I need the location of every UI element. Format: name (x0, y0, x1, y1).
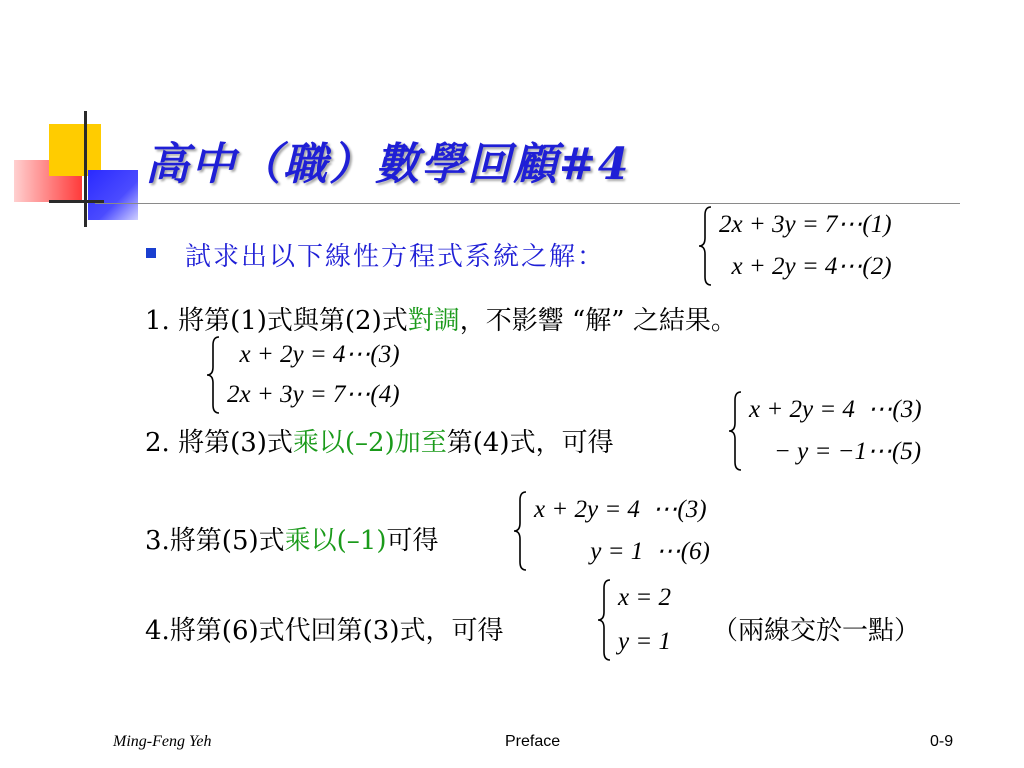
step-1-text: 1. 將第(1)式與第(2)式 (145, 306, 408, 336)
decor-blue-square (88, 170, 138, 220)
step-1-highlight: 對調 (407, 306, 460, 336)
equation-6: y = 1 ⋯(6) (534, 538, 710, 565)
step-2-text: 2. 將第(3)式 (145, 428, 293, 458)
equation-system-eliminated (727, 390, 922, 472)
step-3-rest: 可得 (386, 526, 439, 556)
title-underline (95, 203, 960, 204)
equation-5: − y = −1⋯(5) (749, 438, 922, 465)
equation-2: x + 2y = 4⋯(2) (719, 253, 892, 280)
equation-1: 2x + 3y = 7⋯(1) (719, 211, 892, 238)
step-4-text: 4.將第(6)式代回第(3)式，可得 (145, 616, 504, 646)
equation-3: x + 2y = 4 ⋯(3) (534, 496, 707, 523)
footer-author: Ming-Feng Yeh (113, 733, 212, 750)
equation-system-original (697, 205, 892, 287)
footer-page-number: 0-9 (930, 733, 954, 750)
decor-vertical-line (84, 111, 87, 227)
step-1-rest: ，不影響 “解” 之結果。 (459, 306, 737, 336)
bullet-text: 試求出以下線性方程式系統之解： (185, 242, 606, 272)
left-brace-icon (727, 390, 743, 472)
step-3-highlight: 乘以(–1) (284, 526, 387, 556)
left-brace-icon (205, 335, 221, 415)
left-brace-icon (512, 490, 528, 572)
step-2 (145, 422, 614, 459)
left-brace-icon (596, 578, 612, 662)
step-4 (145, 610, 503, 647)
decor-yellow-square (49, 124, 101, 176)
left-brace-icon (697, 205, 713, 287)
equation-3: x + 2y = 4⋯(3) (227, 341, 400, 368)
step-2-highlight: 乘以(–2)加至 (292, 428, 447, 458)
step-2-rest: 第(4)式，可得 (446, 428, 614, 458)
bullet-square-icon (146, 248, 156, 258)
slide-title: 高中（職）數學回顧#4 (145, 139, 631, 190)
step-3 (145, 520, 439, 557)
step-3-text: 3.將第(5)式 (145, 526, 285, 556)
equation-system-solution (596, 578, 671, 662)
solution-y: y = 1 (618, 628, 671, 655)
equation-4: 2x + 3y = 7⋯(4) (227, 381, 400, 408)
equation-system-scaled (512, 490, 710, 572)
solution-x: x = 2 (618, 584, 671, 611)
equation-system-swapped (205, 335, 400, 415)
footer-section: Preface (505, 733, 561, 750)
equation-3: x + 2y = 4 ⋯(3) (749, 396, 922, 423)
intersection-note: （兩線交於一點） (712, 616, 921, 646)
step-1 (145, 300, 737, 337)
